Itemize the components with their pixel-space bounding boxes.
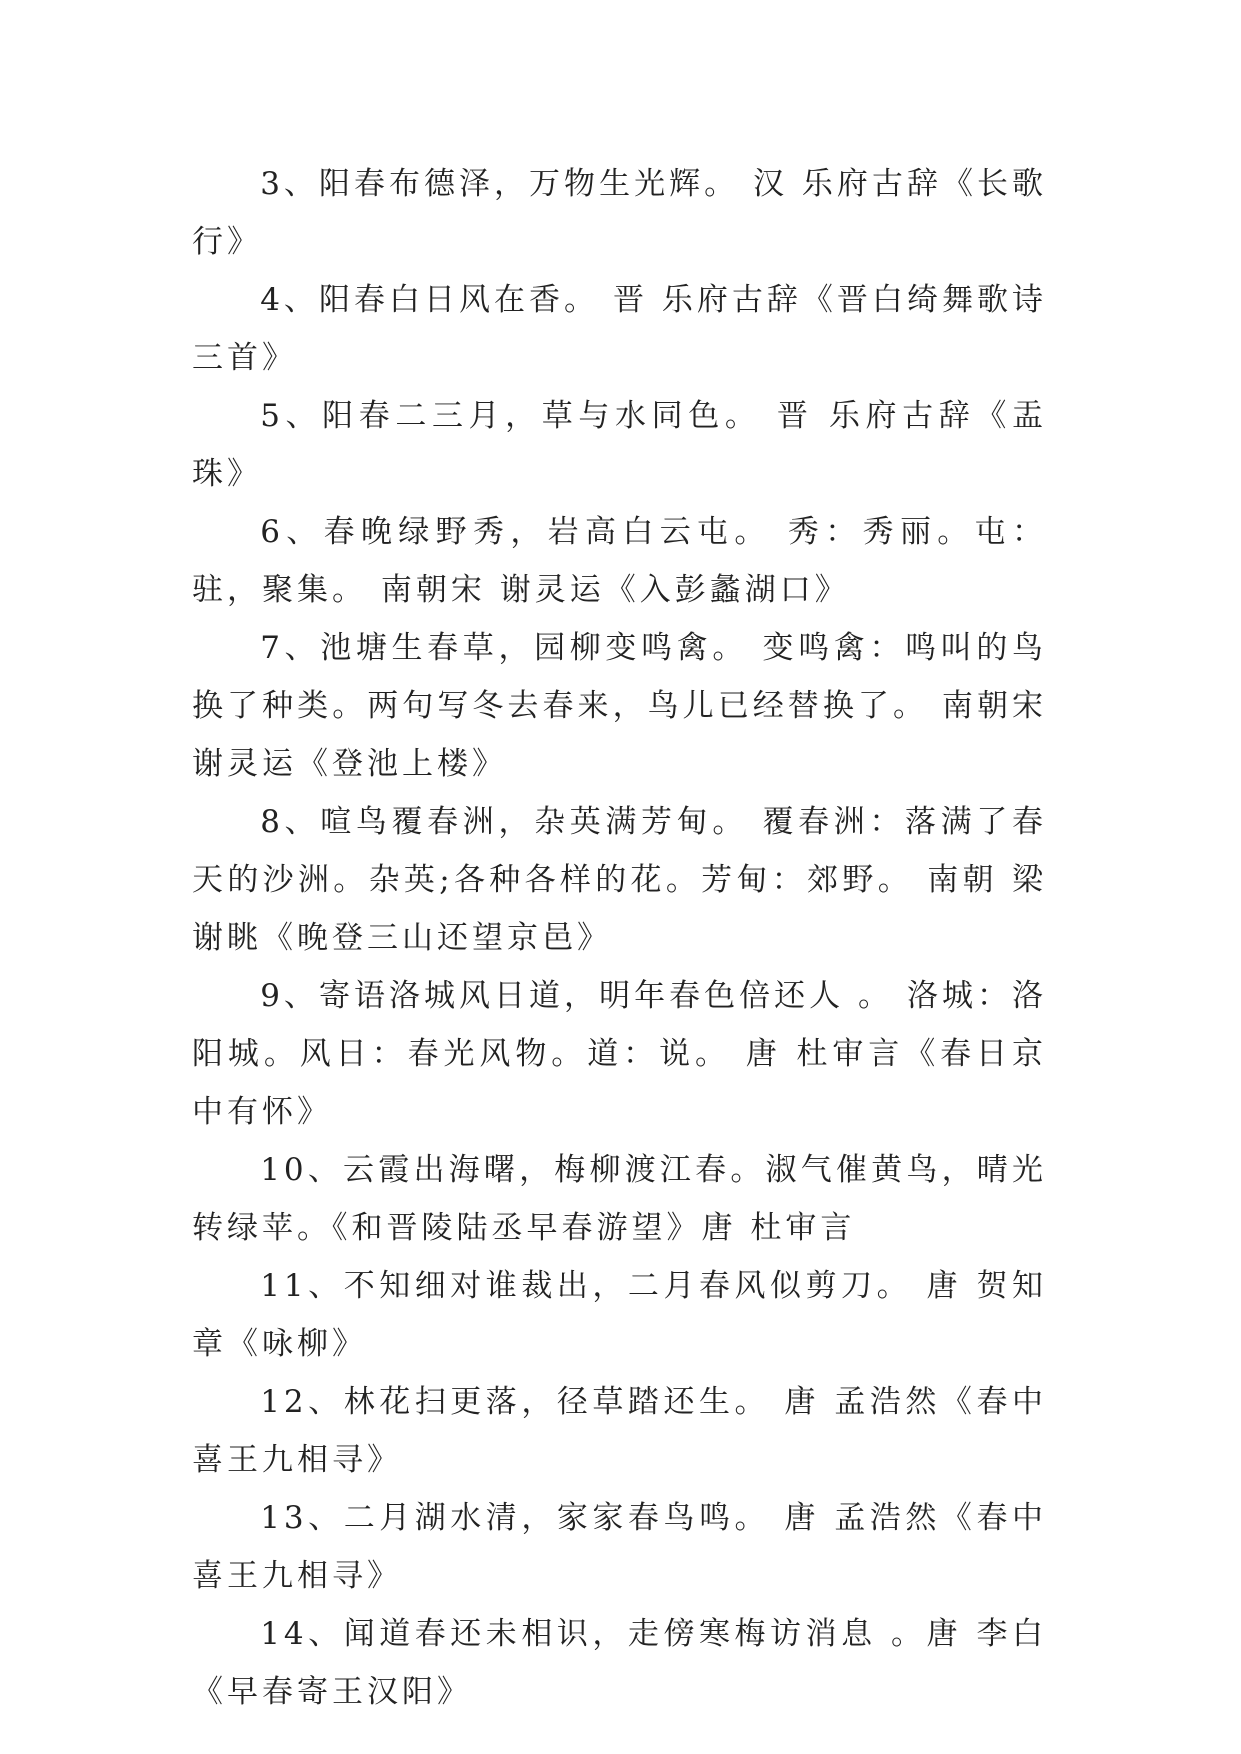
list-item: 13、二月湖水清，家家春鸟鸣。 唐 孟浩然《春中喜王九相寻》	[192, 1500, 1047, 1594]
list-item: 5、阳春二三月，草与水同色。 晋 乐府古辞《盂珠》	[192, 398, 1047, 492]
list-item: 12、林花扫更落，径草踏还生。 唐 孟浩然《春中喜王九相寻》	[192, 1384, 1047, 1478]
list-item: 9、寄语洛城风日道，明年春色倍还人 。 洛城：洛阳城。风日：春光风物。道：说。 唐 杜审言《春日京中有怀》	[192, 978, 1047, 1130]
list-item: 10、云霞出海曙，梅柳渡江春。淑气催黄鸟，晴光转绿苹。《和晋陵陆丞早春游望》唐 杜审言	[192, 1152, 1047, 1246]
list-item: 7、池塘生春草，园柳变鸣禽。 变鸣禽：鸣叫的鸟换了种类。两句写冬去春来，鸟儿已经替换了。 南朝宋 谢灵运《登池上楼》	[192, 630, 1047, 782]
list-item: 4、阳春白日风在香。 晋 乐府古辞《晋白绮舞歌诗三首》	[192, 282, 1047, 376]
list-item: 3、阳春布德泽，万物生光辉。 汉 乐府古辞《长歌行》	[192, 166, 1047, 260]
poem-list	[192, 155, 1047, 1721]
list-item: 8、喧鸟覆春洲，杂英满芳甸。 覆春洲：落满了春天的沙洲。杂英;各种各样的花。芳甸：郊野。 南朝 梁 谢眺《晚登三山还望京邑》	[192, 804, 1047, 956]
list-item: 14、闻道春还未相识，走傍寒梅访消息 。唐 李白《早春寄王汉阳》	[192, 1616, 1047, 1710]
list-item: 11、不知细对谁裁出，二月春风似剪刀。 唐 贺知章《咏柳》	[192, 1268, 1047, 1362]
list-item: 6、春晚绿野秀，岩高白云屯。 秀：秀丽。屯：驻，聚集。 南朝宋 谢灵运《入彭蠡湖口》	[192, 514, 1047, 608]
